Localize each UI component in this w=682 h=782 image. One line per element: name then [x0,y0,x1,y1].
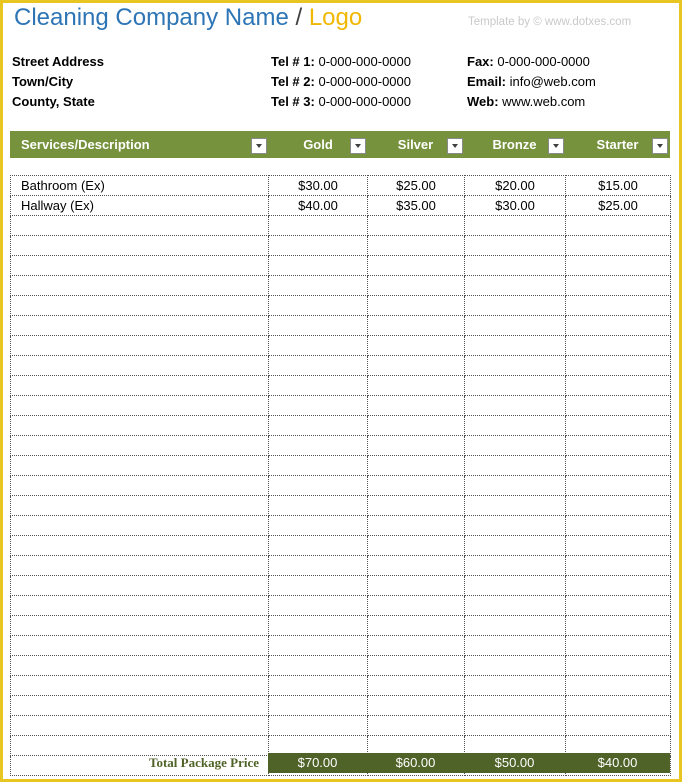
price-cell[interactable] [368,696,465,716]
price-cell[interactable] [269,416,368,436]
table-row [11,376,671,396]
logo-text: Logo [308,4,363,31]
address-line-1: Street Address [12,54,104,69]
filter-starter-dropdown[interactable] [652,138,668,154]
price-cell[interactable] [269,716,368,736]
price-cell[interactable] [368,256,465,276]
price-cell[interactable] [465,316,566,336]
table-row [11,316,671,336]
price-cell[interactable] [269,236,368,256]
price-cell[interactable]: $30.00 [465,196,566,216]
price-cell[interactable] [368,616,465,636]
table-row [11,576,671,596]
price-cell[interactable] [566,216,671,236]
price-cell[interactable] [465,476,566,496]
price-cell[interactable] [269,596,368,616]
price-cell[interactable] [566,716,671,736]
phone-1-value: 0-000-000-0000 [318,54,411,69]
price-cell[interactable]: $25.00 [566,196,671,216]
phone-2 [271,74,411,89]
phone-3-value: 0-000-000-0000 [318,94,411,109]
service-description-cell[interactable] [11,636,269,656]
price-cell[interactable] [465,276,566,296]
price-cell[interactable] [269,696,368,716]
service-description-cell[interactable] [11,256,269,276]
price-cell[interactable] [269,396,368,416]
table-row [11,636,671,656]
price-cell[interactable] [566,276,671,296]
fax-label: Fax: [467,54,494,69]
table-row [11,496,671,516]
services-table [10,175,671,776]
price-cell[interactable] [269,356,368,376]
address-line-2: Town/City [12,74,74,89]
price-cell[interactable] [566,436,671,456]
price-cell[interactable] [465,656,566,676]
service-description-cell[interactable] [11,336,269,356]
price-cell[interactable] [368,276,465,296]
service-description-cell[interactable] [11,276,269,296]
price-cell[interactable] [566,676,671,696]
price-cell[interactable] [269,636,368,656]
price-cell[interactable] [566,596,671,616]
email-label: Email: [467,74,507,89]
service-description-cell[interactable] [11,536,269,556]
web-label: Web: [467,94,499,109]
price-cell[interactable] [566,536,671,556]
price-cell[interactable] [566,416,671,436]
fax-value: 0-000-000-0000 [497,54,590,69]
price-cell[interactable] [465,576,566,596]
table-row [11,456,671,476]
service-description-cell[interactable] [11,476,269,496]
service-description-cell[interactable]: Hallway (Ex) [11,196,269,216]
price-cell[interactable] [269,216,368,236]
price-cell[interactable] [368,236,465,256]
price-cell[interactable] [566,256,671,276]
price-cell[interactable] [465,596,566,616]
table-row [11,616,671,636]
table-row [11,356,671,376]
price-cell[interactable] [566,236,671,256]
price-cell[interactable] [368,296,465,316]
price-cell[interactable] [465,436,566,456]
address-line-3: County, State [12,94,95,109]
company-name: Cleaning Company Name [14,4,289,31]
price-cell[interactable] [465,516,566,536]
price-cell[interactable] [269,496,368,516]
web-value: www.web.com [502,94,586,109]
service-description-cell[interactable] [11,496,269,516]
phone-1 [271,54,411,69]
price-cell[interactable] [368,396,465,416]
table-row [11,536,671,556]
price-cell[interactable] [465,616,566,636]
price-cell[interactable]: $40.00 [269,196,368,216]
filter-silver-dropdown[interactable] [447,138,463,154]
price-cell[interactable] [566,316,671,336]
price-cell[interactable] [368,356,465,376]
price-cell[interactable] [269,336,368,356]
price-cell[interactable] [368,456,465,476]
template-credit: Template by © www.dotxes.com [468,16,632,28]
table-row [11,696,671,716]
total-silver[interactable]: $60.00 [367,753,464,773]
page-title [14,4,362,32]
price-cell[interactable] [566,396,671,416]
price-cell[interactable] [368,676,465,696]
email [467,74,596,89]
price-cell[interactable] [368,536,465,556]
service-description-cell[interactable] [11,396,269,416]
price-cell[interactable] [269,556,368,576]
web [467,94,585,109]
phone-1-label: Tel # 1: [271,54,315,69]
price-cell[interactable] [566,636,671,656]
total-gold[interactable]: $70.00 [268,753,367,773]
price-cell[interactable] [269,296,368,316]
price-cell[interactable]: $20.00 [465,176,566,196]
service-description-cell[interactable] [11,576,269,596]
price-cell[interactable] [368,576,465,596]
price-cell[interactable] [465,336,566,356]
price-cell[interactable] [566,476,671,496]
price-cell[interactable] [269,536,368,556]
price-cell[interactable] [465,236,566,256]
price-cell[interactable] [269,256,368,276]
table-header [10,131,670,158]
table-row [11,416,671,436]
price-cell[interactable] [368,596,465,616]
price-cell[interactable] [368,716,465,736]
price-cell[interactable] [269,576,368,596]
service-description-cell[interactable] [11,696,269,716]
price-cell[interactable] [368,416,465,436]
price-cell[interactable] [566,356,671,376]
price-cell[interactable] [465,696,566,716]
price-cell[interactable] [465,376,566,396]
service-description-cell[interactable] [11,296,269,316]
table-row [11,596,671,616]
table-row [11,256,671,276]
price-cell[interactable] [465,296,566,316]
fax [467,54,590,69]
price-cell[interactable] [465,456,566,476]
price-cell[interactable] [465,496,566,516]
price-cell[interactable] [269,476,368,496]
price-cell[interactable] [465,536,566,556]
filter-bronze-dropdown[interactable] [548,138,564,154]
service-description-cell[interactable] [11,716,269,736]
email-value: info@web.com [509,74,596,89]
service-description-cell[interactable] [11,436,269,456]
price-cell[interactable] [566,556,671,576]
price-cell[interactable] [566,616,671,636]
price-cell[interactable] [465,256,566,276]
service-description-cell[interactable]: Bathroom (Ex) [11,176,269,196]
service-description-cell[interactable] [11,216,269,236]
table-row [11,656,671,676]
price-cell[interactable] [566,516,671,536]
phone-3-label: Tel # 3: [271,94,315,109]
table-row [11,176,671,196]
service-description-cell[interactable] [11,676,269,696]
table-row [11,336,671,356]
price-cell[interactable]: $25.00 [368,176,465,196]
price-cell[interactable] [269,516,368,536]
column-header-services: Services/Description [21,137,150,152]
price-cell[interactable] [368,216,465,236]
service-description-cell[interactable] [11,356,269,376]
filter-services-dropdown[interactable] [251,138,267,154]
price-cell[interactable] [368,476,465,496]
price-cell[interactable] [269,276,368,296]
price-cell[interactable] [368,496,465,516]
phone-2-label: Tel # 2: [271,74,315,89]
service-description-cell[interactable] [11,516,269,536]
service-description-cell[interactable] [11,416,269,436]
price-cell[interactable] [269,676,368,696]
price-cell[interactable] [368,556,465,576]
price-cell[interactable]: $15.00 [566,176,671,196]
price-cell[interactable] [269,656,368,676]
price-cell[interactable] [368,336,465,356]
price-cell[interactable] [566,656,671,676]
price-cell[interactable] [465,416,566,436]
price-cell[interactable] [465,636,566,656]
price-cell[interactable] [269,316,368,336]
service-description-cell[interactable] [11,616,269,636]
phone-3 [271,94,411,109]
service-description-cell[interactable] [11,556,269,576]
price-cell[interactable] [465,356,566,376]
table-row [11,276,671,296]
services-table-body [11,176,671,776]
price-cell[interactable] [465,216,566,236]
service-description-cell[interactable] [11,376,269,396]
price-cell[interactable] [368,436,465,456]
column-header-bronze: Bronze [492,137,537,152]
price-cell[interactable] [465,716,566,736]
price-cell[interactable] [566,456,671,476]
price-cell[interactable] [269,376,368,396]
table-row [11,716,671,736]
phone-2-value: 0-000-000-0000 [318,74,411,89]
table-row [11,556,671,576]
table-row [11,216,671,236]
table-row [11,236,671,256]
table-row [11,436,671,456]
table-row [11,516,671,536]
price-cell[interactable] [368,316,465,336]
price-cell[interactable] [566,496,671,516]
price-cell[interactable] [566,336,671,356]
total-bronze[interactable]: $50.00 [464,753,565,773]
table-row [11,396,671,416]
service-description-cell[interactable] [11,316,269,336]
price-cell[interactable] [368,636,465,656]
price-cell[interactable] [368,516,465,536]
column-header-gold: Gold [303,137,333,152]
price-cell[interactable] [269,456,368,476]
totals-row [10,753,670,773]
service-description-cell[interactable] [11,456,269,476]
price-cell[interactable] [566,696,671,716]
price-cell[interactable] [269,436,368,456]
price-cell[interactable] [368,656,465,676]
price-cell[interactable] [566,296,671,316]
price-cell[interactable] [465,396,566,416]
price-cell[interactable] [566,576,671,596]
total-starter[interactable]: $40.00 [565,753,670,773]
title-separator: / [295,4,303,31]
price-cell[interactable] [465,556,566,576]
service-description-cell[interactable] [11,236,269,256]
filter-gold-dropdown[interactable] [350,138,366,154]
total-package-price-label: Total Package Price [149,755,259,770]
table-row [11,476,671,496]
column-header-silver: Silver [397,137,434,152]
table-row [11,296,671,316]
table-row [11,676,671,696]
service-description-cell[interactable] [11,596,269,616]
service-description-cell[interactable] [11,656,269,676]
price-cell[interactable] [368,376,465,396]
table-row [11,196,671,216]
price-cell[interactable] [465,676,566,696]
price-cell[interactable]: $30.00 [269,176,368,196]
column-header-starter: Starter [596,137,639,152]
price-cell[interactable] [566,376,671,396]
price-cell[interactable] [269,616,368,636]
price-cell[interactable]: $35.00 [368,196,465,216]
